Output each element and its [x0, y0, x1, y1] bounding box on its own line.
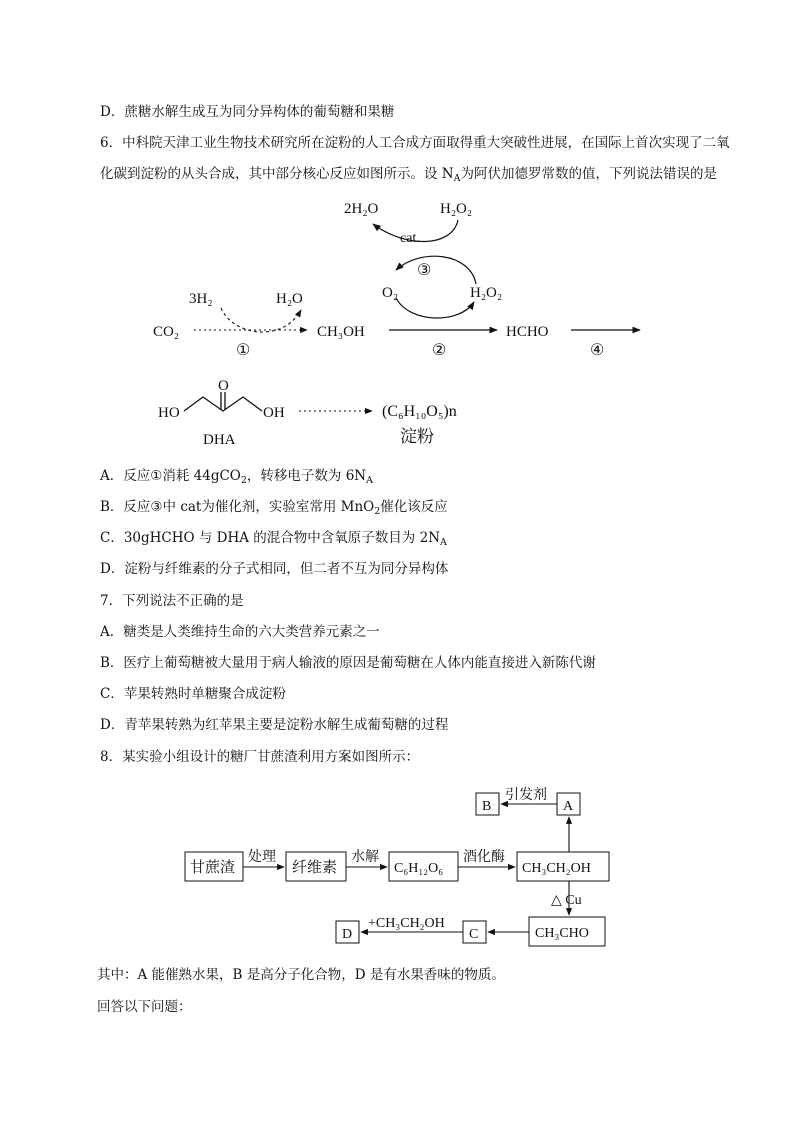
step1-label: ①	[236, 342, 251, 359]
q7-option-c: C．苹果转熟时单糖聚合成淀粉	[100, 686, 286, 702]
h2-reactant-label: 3H₂	[189, 291, 213, 307]
zymase-label: 酒化酶	[463, 850, 505, 865]
starch-formula-label: (C₆H₁₀O₅)n	[382, 403, 457, 420]
acetaldehyde-label: CH₃CHO	[535, 926, 589, 941]
dha-o-label: O	[218, 378, 229, 394]
treat-label: 处理	[248, 850, 276, 865]
q6-stem-line1: 6．中科院天津工业生物技术研究所在淀粉的人工合成方面取得重大突破性进展，在国际上首次实现了二氧	[100, 135, 730, 151]
q8-note: 其中：A 能催熟水果，B 是高分子化合物，D 是有水果香味的物质。	[97, 967, 505, 983]
o2-label: O₂	[382, 285, 399, 301]
glucose-label: C₆H₁₂O₆	[394, 861, 444, 876]
box-c-label: C	[469, 927, 479, 942]
h2o-side-label: H₂O	[276, 291, 303, 307]
dha-oh-label: OH	[263, 405, 285, 421]
step2-label: ②	[432, 342, 447, 359]
co2-label: CO₂	[153, 324, 180, 340]
q7-option-a: A．糖类是人类维持生命的六大类营养元素之一	[100, 624, 380, 640]
cat-label: cat.	[400, 231, 420, 246]
bagasse-label: 甘蔗渣	[190, 860, 236, 876]
starch-name-label: 淀粉	[400, 427, 434, 446]
q7-option-d: D．青苹果转熟为红苹果主要是淀粉水解生成葡萄糖的过程	[100, 717, 449, 733]
box-a-label: A	[563, 799, 574, 814]
q7-option-b: B．医疗上葡萄糖被大量用于病人输液的原因是葡萄糖在人体内能直接进入新陈代谢	[100, 655, 596, 671]
initiator-label: 引发剂	[505, 788, 547, 803]
q7-stem: 7．下列说法不正确的是	[100, 593, 244, 609]
dha-name-label: DHA	[203, 432, 236, 448]
ch3oh-label: CH₃OH	[317, 324, 365, 340]
h2o2-product-label: H₂O₂	[470, 285, 503, 301]
cellulose-label: 纤维素	[292, 860, 338, 876]
q6-option-b: B．反应③中 cat为催化剂，实验室常用 MnO$_2$催化该反应	[100, 499, 448, 517]
h2-dashed-arrow	[221, 308, 301, 332]
step3-label: ③	[417, 262, 432, 279]
o2-return-arrow	[396, 256, 476, 284]
dha-ho-label: HO	[158, 405, 180, 421]
ethanol-label: CH₃CH₂OH	[522, 861, 591, 876]
q8-stem: 8．某实验小组设计的糖厂甘蔗渣利用方案如图所示：	[100, 749, 420, 765]
q6-stem-line2: 化碳到淀粉的从头合成，其中部分核心反应如图所示。设 $N_A$为阿伏加德罗常数的值，下列说法错误的是	[100, 166, 717, 184]
plus-ethanol-label: +CH₃CH₂OH	[368, 916, 445, 931]
bagasse-flowchart	[0, 780, 794, 955]
box-d-label: D	[342, 927, 353, 942]
hydrolysis-label: 水解	[351, 850, 379, 865]
h2o2-reactant-label: H₂O₂	[440, 201, 473, 217]
q6-option-d: D．淀粉与纤维素的分子式相同，但二者不互为同分异构体	[100, 561, 449, 577]
box-b-label: B	[482, 799, 492, 814]
q6-option-c: C．30gHCHO 与 DHA 的混合物中含氧原子数目为 $2N_A$	[100, 530, 447, 548]
step2-o2-loop	[396, 298, 474, 318]
step4-label: ④	[590, 342, 605, 359]
h2o-product-label: 2H₂O	[344, 201, 379, 217]
dha-skeleton	[184, 397, 262, 411]
reaction-diagram	[0, 190, 794, 450]
heat-cu-label: △ Cu	[551, 893, 582, 908]
hcho-label: HCHO	[506, 324, 549, 340]
q8-answer-prompt: 回答以下问题：	[97, 999, 192, 1015]
q5-option-d: D．蔗糖水解生成互为同分异构体的葡萄糖和果糖	[100, 104, 395, 120]
q6-option-a: A．反应①消耗 44gCO$_2$，转移电子数为 $6N_A$	[100, 468, 373, 486]
